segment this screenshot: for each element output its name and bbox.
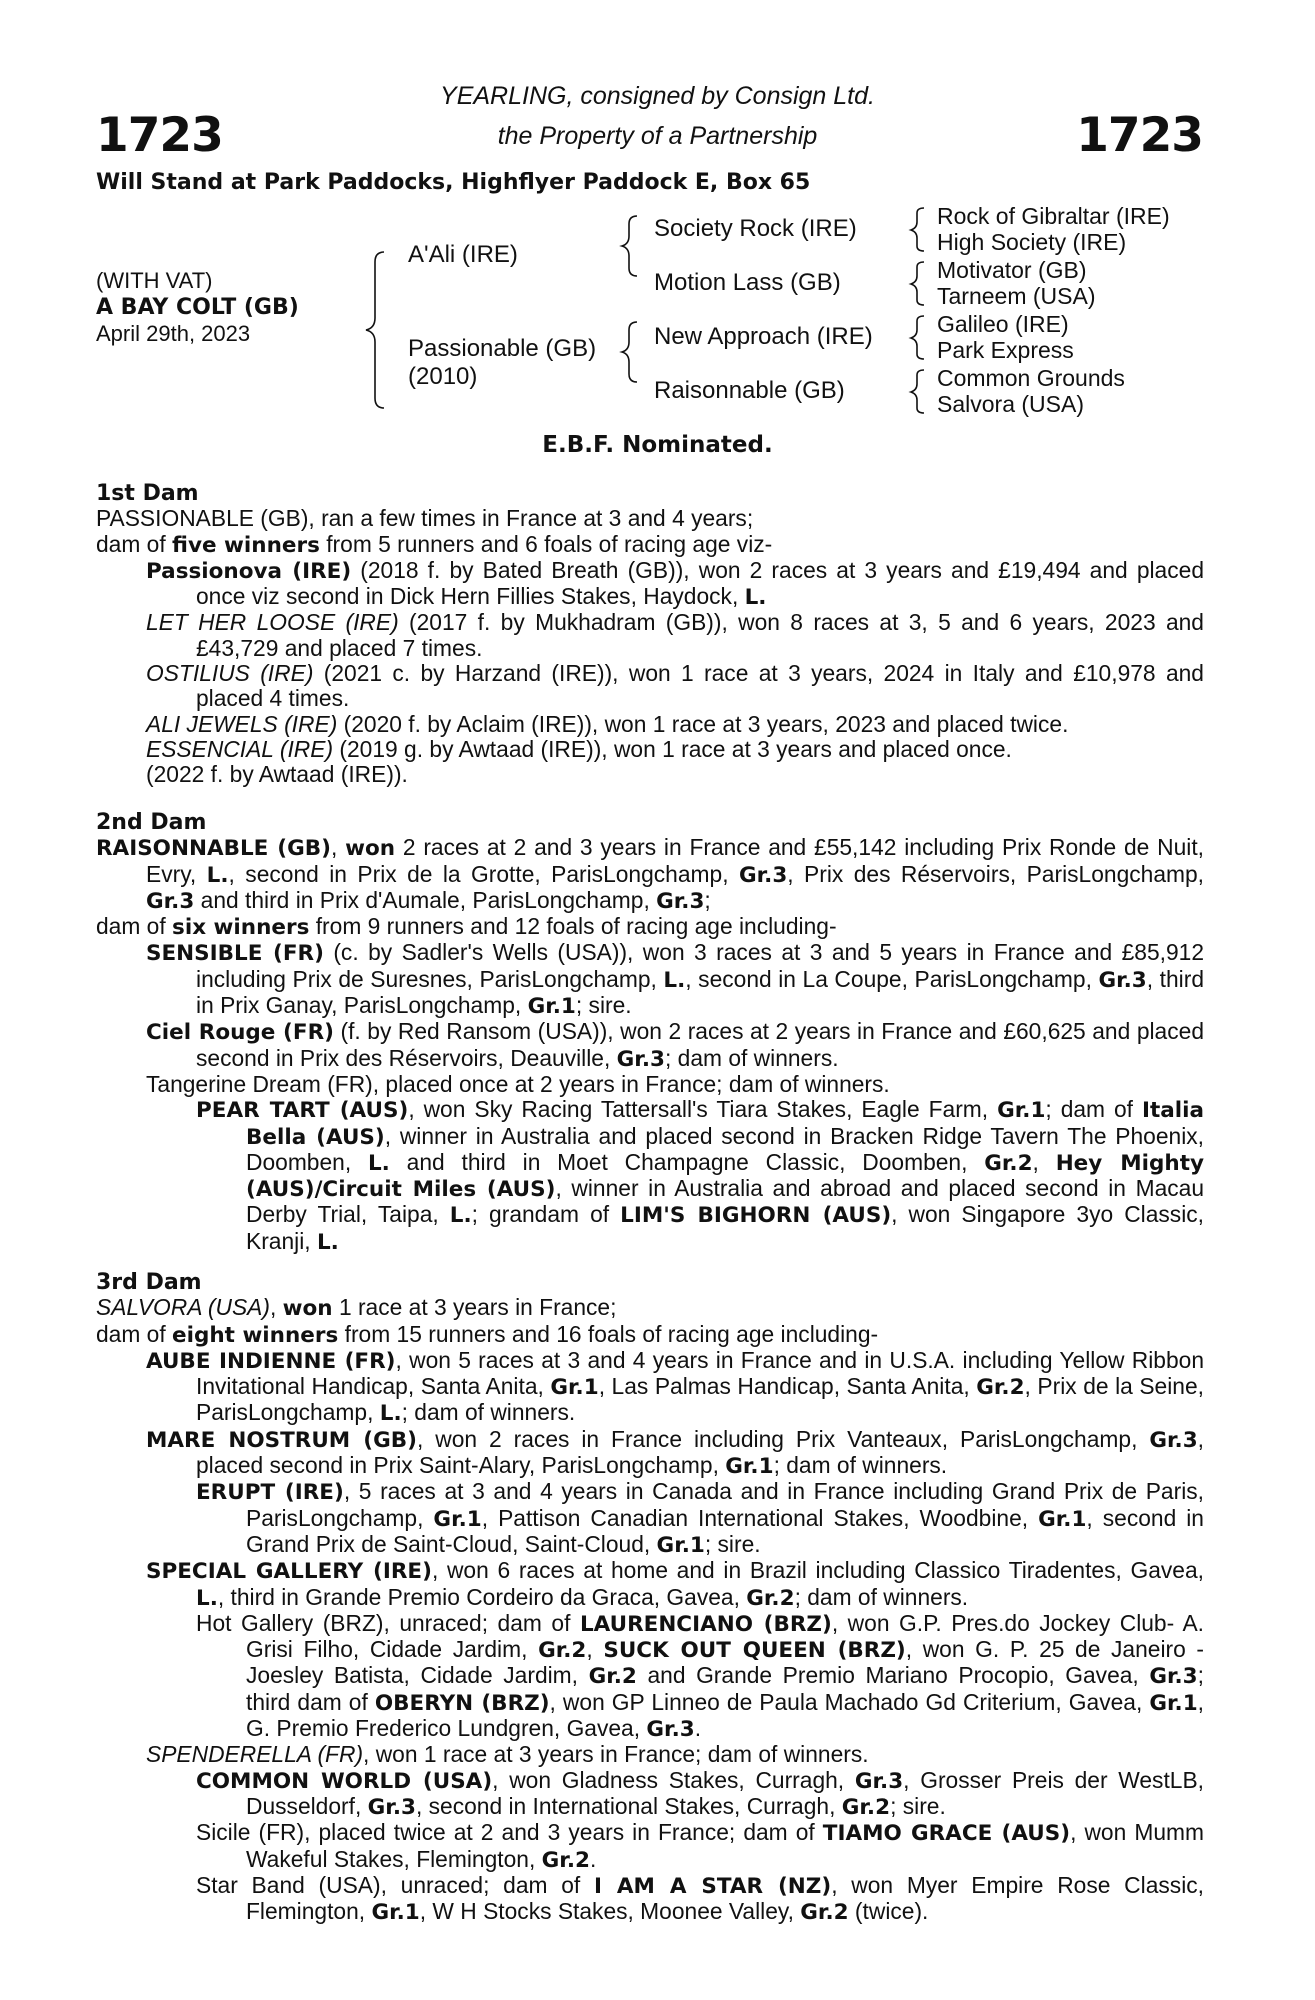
great-grandparent-4: Tarneem (USA): [937, 283, 1096, 309]
great-grandparent-1: Rock of Gibraltar (IRE): [937, 203, 1170, 229]
emphasis-text: Hey Mighty (AUS)/Circuit Miles (AUS): [246, 1150, 1204, 1203]
horse-name: A BAY COLT (GB): [96, 295, 299, 320]
text-run: ESSENCIAL (IRE): [146, 735, 334, 762]
lot-number-left: 1723: [96, 108, 223, 163]
text-run: LET HER LOOSE (IRE): [146, 609, 399, 636]
text-run: .: [589, 1845, 597, 1872]
emphasis-text: L.: [744, 585, 767, 611]
emphasis-text: L.: [206, 862, 229, 888]
emphasis-text: Gr.1: [1149, 1690, 1198, 1716]
text-run: , W H Stocks Stakes, Moonee Valley,: [419, 1898, 801, 1925]
text-run: and third in Moet Champagne Classic, Doomben,: [389, 1148, 985, 1175]
emphasis-text: LIM'S BIGHORN (AUS): [620, 1203, 892, 1229]
text-run: dam of: [96, 530, 173, 557]
dam-foaling-year: (2010): [408, 363, 478, 390]
pedigree-paragraph: [96, 1322, 1204, 1348]
text-run: ; dam of winners.: [401, 1399, 576, 1426]
second-dam-section: [96, 810, 1204, 1255]
text-run: , placed second in Prix Saint-Alary, ParisLongchamp,: [196, 1425, 1204, 1479]
text-run: , third in Grande Premio Cordeiro da Graca, Gavea,: [217, 1583, 747, 1610]
emphasis-text: Gr.2: [588, 1664, 637, 1690]
emphasis-text: MARE NOSTRUM (GB): [146, 1427, 417, 1453]
emphasis-text: SUCK OUT QUEEN (BRZ): [603, 1638, 906, 1664]
third-dam-section: [96, 1270, 1204, 1925]
text-run: ; dam of winners.: [773, 1452, 948, 1479]
emphasis-text: ERUPT (IRE): [196, 1480, 344, 1506]
emphasis-text: L.: [316, 1229, 339, 1255]
emphasis-text: Passionova (IRE): [146, 558, 352, 584]
emphasis-text: Gr.3: [1098, 967, 1147, 993]
text-run: (2018 f. by Bated Breath (GB)), won 2 races at 3 years and £19,494 and placed once viz second in Dick Hern Fillies Stakes, Haydock,: [196, 556, 1204, 610]
emphasis-text: won: [345, 836, 396, 862]
emphasis-text: L.: [663, 967, 686, 993]
pedigree-paragraph: [96, 506, 1204, 531]
emphasis-text: TIAMO GRACE (AUS): [822, 1821, 1071, 1847]
emphasis-text: SPECIAL GALLERY (IRE): [146, 1559, 432, 1585]
sire: A'Ali (IRE): [408, 241, 518, 268]
text-run: ,: [586, 1636, 604, 1663]
section-heading: 2nd Dam: [96, 810, 207, 835]
text-run: , won Gladness Stakes, Curragh,: [492, 1766, 855, 1793]
text-run: and Grande Premio Mariano Procopio, Gavea,: [636, 1662, 1150, 1689]
emphasis-text: Gr.2: [976, 1375, 1025, 1401]
great-grandparent-8: Salvora (USA): [937, 391, 1084, 417]
foaling-date: April 29th, 2023: [96, 321, 251, 346]
text-run: from 9 runners and 12 foals of racing age including-: [309, 913, 837, 940]
sale-description: YEARLING, consigned by Consign Ltd.: [440, 82, 875, 110]
great-grandparent-5: Galileo (IRE): [937, 311, 1069, 337]
first-dam-paragraphs: [96, 506, 1204, 787]
text-run: dam of: [96, 913, 173, 940]
text-run: ;: [704, 886, 711, 913]
text-run: , won GP Linneo de Paula Machado Gd Criterium, Gavea,: [549, 1688, 1150, 1715]
text-run: , Pattison Canadian International Stakes, Woodbine,: [481, 1504, 1039, 1531]
text-run: , won Mumm Wakeful Stakes, Flemington,: [246, 1819, 1204, 1872]
stand-location: Will Stand at Park Paddocks, Highflyer Paddock E, Box 65: [96, 170, 811, 195]
text-run: from 5 runners and 6 foals of racing age viz-: [319, 530, 773, 557]
first-dam-section: [96, 481, 1204, 788]
text-run: ; third dam of: [246, 1662, 1204, 1715]
emphasis-text: eight winners: [172, 1322, 339, 1348]
emphasis-text: Gr.1: [725, 1454, 774, 1480]
emphasis-text: L.: [196, 1585, 218, 1611]
text-run: Hot Gallery (BRZ), unraced; dam of: [196, 1609, 580, 1636]
pedigree-paragraph: [96, 1768, 1204, 1821]
sire-sire: Society Rock (IRE): [654, 215, 857, 242]
emphasis-text: five winners: [172, 532, 320, 558]
pedigree-paragraph: [96, 558, 1204, 611]
pedigree-paragraph: [96, 940, 1204, 1019]
dam-dam: Raisonnable (GB): [654, 377, 845, 404]
text-run: ; grandam of: [471, 1201, 621, 1228]
pedigree-paragraph: [96, 762, 1204, 787]
text-run: dam of: [96, 1320, 173, 1347]
dam-sire: New Approach (IRE): [654, 323, 873, 350]
second-dam-paragraphs: [96, 835, 1204, 1255]
emphasis-text: Gr.1: [371, 1900, 420, 1926]
pedigree-paragraph: [96, 1427, 1204, 1480]
text-run: (2020 f. by Aclaim (IRE)), won 1 race at 3 years, 2023 and placed twice.: [337, 710, 1069, 737]
emphasis-text: Gr.3: [656, 888, 705, 914]
third-dam-paragraphs: [96, 1295, 1204, 1925]
emphasis-text: Gr.3: [1149, 1427, 1198, 1453]
pedigree-paragraph: [96, 1295, 1204, 1321]
pedigree-paragraph: [96, 1019, 1204, 1072]
text-run: ,: [269, 1294, 283, 1321]
emphasis-text: RAISONNABLE (GB): [96, 836, 331, 862]
emphasis-text: L.: [367, 1150, 390, 1176]
text-run: , won Sky Racing Tattersall's Tiara Stakes, Eagle Farm,: [408, 1096, 998, 1123]
text-run: (2021 c. by Harzand (IRE)), won 1 race at 3 years, 2024 in Italy and £10,978 and placed 4 times.: [196, 660, 1204, 712]
emphasis-text: Gr.2: [841, 1794, 891, 1820]
emphasis-text: Gr.1: [433, 1506, 482, 1532]
ebf-nomination: E.B.F. Nominated.: [542, 432, 773, 458]
text-run: .: [694, 1715, 702, 1742]
text-run: (c. by Sadler's Wells (USA)), won 3 races at 3 and 5 years in France and £85,912 including Prix de Suresnes, ParisLongchamp,: [196, 939, 1205, 992]
great-grandparent-6: Park Express: [937, 337, 1074, 363]
text-run: , Prix des Réservoirs, ParisLongchamp,: [787, 860, 1205, 887]
emphasis-text: L.: [449, 1203, 472, 1229]
section-heading: 3rd Dam: [96, 1270, 202, 1295]
text-run: , second in International Stakes, Curragh,: [415, 1792, 842, 1819]
text-run: ,: [1032, 1148, 1056, 1175]
dam: Passionable (GB): [408, 335, 597, 362]
text-run: , won 2 races in France including Prix Vanteaux, ParisLongchamp,: [417, 1425, 1150, 1452]
pedigree-paragraph: [96, 610, 1204, 661]
emphasis-text: Gr.1: [550, 1375, 599, 1401]
emphasis-text: Gr.3: [367, 1794, 416, 1820]
emphasis-text: Gr.2: [984, 1150, 1033, 1176]
section-heading: 1st Dam: [96, 481, 199, 506]
emphasis-text: PEAR TART (AUS): [196, 1098, 409, 1124]
text-run: , Prix de la Seine, ParisLongchamp,: [196, 1373, 1204, 1426]
pedigree-paragraph: [96, 1873, 1204, 1926]
text-run: , G. Premio Frederico Lundgren, Gavea,: [246, 1688, 1204, 1742]
emphasis-text: Gr.2: [800, 1900, 849, 1926]
pedigree-paragraph: [96, 1348, 1204, 1427]
pedigree-paragraph: [96, 1820, 1204, 1873]
text-run: 1 race at 3 years in France;: [332, 1294, 617, 1321]
emphasis-text: Gr.2: [541, 1847, 590, 1873]
text-run: , winner in Australia and abroad and placed second in Macau Derby Trial, Taipa,: [246, 1175, 1205, 1228]
emphasis-text: Gr.1: [1038, 1506, 1087, 1532]
text-run: (f. by Red Ransom (USA)), won 2 races at 2 years in France and £60,625 and placed second in Prix des Réservoirs, Deauville,: [196, 1018, 1204, 1071]
emphasis-text: LAURENCIANO (BRZ): [579, 1611, 832, 1637]
emphasis-text: Gr.3: [646, 1717, 695, 1743]
text-run: , won Myer Empire Rose Classic, Flemington,: [246, 1871, 1204, 1925]
text-run: OSTILIUS (IRE): [146, 660, 314, 687]
great-grandparent-7: Common Grounds: [937, 365, 1125, 391]
text-run: , second in Grand Prix de Saint-Cloud, Saint-Cloud,: [246, 1504, 1204, 1557]
text-run: 2 races at 2 and 3 years in France and £55,142 including Prix Ronde de Nuit, Evry,: [146, 834, 1205, 887]
emphasis-text: COMMON WORLD (USA): [196, 1768, 493, 1794]
emphasis-text: won: [282, 1296, 333, 1322]
emphasis-text: Gr.3: [854, 1768, 904, 1794]
emphasis-text: AUBE INDIENNE (FR): [146, 1348, 396, 1374]
emphasis-text: Gr.1: [527, 994, 576, 1020]
text-run: , won 5 races at 3 and 4 years in France and in U.S.A. including Yellow Ribbon Invitational Handicap, Santa Anita,: [196, 1346, 1205, 1400]
great-grandparent-3: Motivator (GB): [937, 257, 1087, 283]
text-run: SALVORA (USA): [96, 1294, 270, 1321]
emphasis-text: Gr.1: [656, 1532, 705, 1558]
pedigree-paragraph: [96, 1072, 1204, 1097]
text-run: ; sire.: [704, 1530, 761, 1557]
pedigree-paragraph: [96, 1097, 1204, 1255]
ownership-line: the Property of a Partnership: [497, 122, 818, 150]
text-run: , winner in Australia and placed second in Bracken Ridge Tavern The Phoenix, Doomben,: [246, 1122, 1205, 1175]
pedigree-paragraph: [96, 661, 1204, 712]
pedigree-paragraph: [96, 1742, 1204, 1767]
lot-number-right: 1723: [1076, 108, 1203, 163]
great-grandparent-2: High Society (IRE): [937, 229, 1127, 255]
emphasis-text: Ciel Rouge (FR): [146, 1020, 334, 1046]
emphasis-text: Gr.1: [997, 1098, 1046, 1124]
pedigree-paragraph: [96, 1611, 1204, 1742]
text-run: Tangerine Dream (FR), placed once at 2 years in France; dam of winners.: [146, 1070, 890, 1097]
emphasis-text: Italia Bella (AUS): [246, 1098, 1204, 1150]
pedigree-paragraph: [96, 532, 1204, 558]
text-run: , Grosser Preis der WestLB, Dusseldorf,: [246, 1766, 1205, 1819]
text-run: , second in La Coupe, ParisLongchamp,: [685, 965, 1099, 992]
pedigree-paragraph: [96, 1558, 1204, 1611]
pedigree-paragraph: [96, 835, 1204, 914]
emphasis-text: Gr.3: [1149, 1664, 1198, 1690]
text-run: (2022 f. by Awtaad (IRE)).: [146, 761, 408, 788]
emphasis-text: Gr.2: [538, 1638, 587, 1664]
pedigree-paragraph: [96, 914, 1204, 940]
text-run: , won 6 races at home and in Brazil including Classico Tiradentes, Gavea,: [431, 1557, 1205, 1584]
emphasis-text: Gr.3: [616, 1046, 665, 1072]
pedigree-paragraph: [96, 712, 1204, 737]
pedigree-paragraph: [96, 737, 1204, 762]
text-run: and third in Prix d'Aumale, ParisLongchamp,: [194, 886, 657, 913]
text-run: , won Singapore 3yo Classic, Kranji,: [246, 1201, 1205, 1254]
text-run: ; sire.: [575, 992, 632, 1019]
text-run: , won G. P. 25 de Janeiro - Joesley Batista, Cidade Jardim,: [246, 1636, 1205, 1689]
emphasis-text: OBERYN (BRZ): [374, 1690, 550, 1716]
text-run: ALI JEWELS (IRE): [146, 710, 338, 737]
text-run: (twice).: [848, 1898, 929, 1925]
emphasis-text: six winners: [172, 915, 310, 941]
text-run: ; dam of winners.: [794, 1583, 969, 1610]
text-run: (2019 g. by Awtaad (IRE)), won 1 race at 3 years and placed once.: [333, 735, 1012, 762]
emphasis-text: Gr.3: [146, 888, 195, 914]
text-run: (2017 f. by Mukhadram (GB)), won 8 races at 3, 5 and 6 years, 2023 and £43,729 and placed 7 times.: [196, 609, 1204, 661]
text-run: , 5 races at 3 and 4 years in Canada and in France including Grand Prix de Paris, ParisLongchamp,: [246, 1478, 1204, 1531]
text-run: , second in Prix de la Grotte, ParisLongchamp,: [228, 860, 739, 887]
vat-note: (WITH VAT): [96, 268, 213, 293]
text-run: from 15 runners and 16 foals of racing age including-: [338, 1320, 879, 1347]
sire-dam: Motion Lass (GB): [654, 269, 841, 296]
text-run: ,: [330, 834, 346, 861]
text-run: ; dam of winners.: [664, 1044, 839, 1071]
emphasis-text: L.: [379, 1401, 402, 1427]
text-run: , third in Prix Ganay, ParisLongchamp,: [196, 965, 1204, 1019]
text-run: , won 1 race at 3 years in France; dam of winners.: [363, 1741, 869, 1768]
text-run: , won G.P. Pres.do Jockey Club- A. Grisi Filho, Cidade Jardim,: [246, 1609, 1204, 1663]
text-run: ; dam of: [1045, 1096, 1142, 1123]
emphasis-text: Gr.3: [738, 862, 788, 888]
emphasis-text: Gr.2: [746, 1585, 795, 1611]
emphasis-text: I AM A STAR (NZ): [594, 1873, 832, 1899]
text-run: Star Band (USA), unraced; dam of: [196, 1871, 595, 1898]
text-run: Sicile (FR), placed twice at 2 and 3 years in France; dam of: [196, 1819, 823, 1846]
text-run: PASSIONABLE (GB), ran a few times in France at 3 and 4 years;: [96, 505, 754, 532]
text-run: ; sire.: [890, 1792, 946, 1819]
pedigree-paragraph: [96, 1479, 1204, 1558]
text-run: , Las Palmas Handicap, Santa Anita,: [598, 1373, 977, 1400]
emphasis-text: SENSIBLE (FR): [146, 941, 324, 967]
text-run: SPENDERELLA (FR): [146, 1741, 364, 1768]
